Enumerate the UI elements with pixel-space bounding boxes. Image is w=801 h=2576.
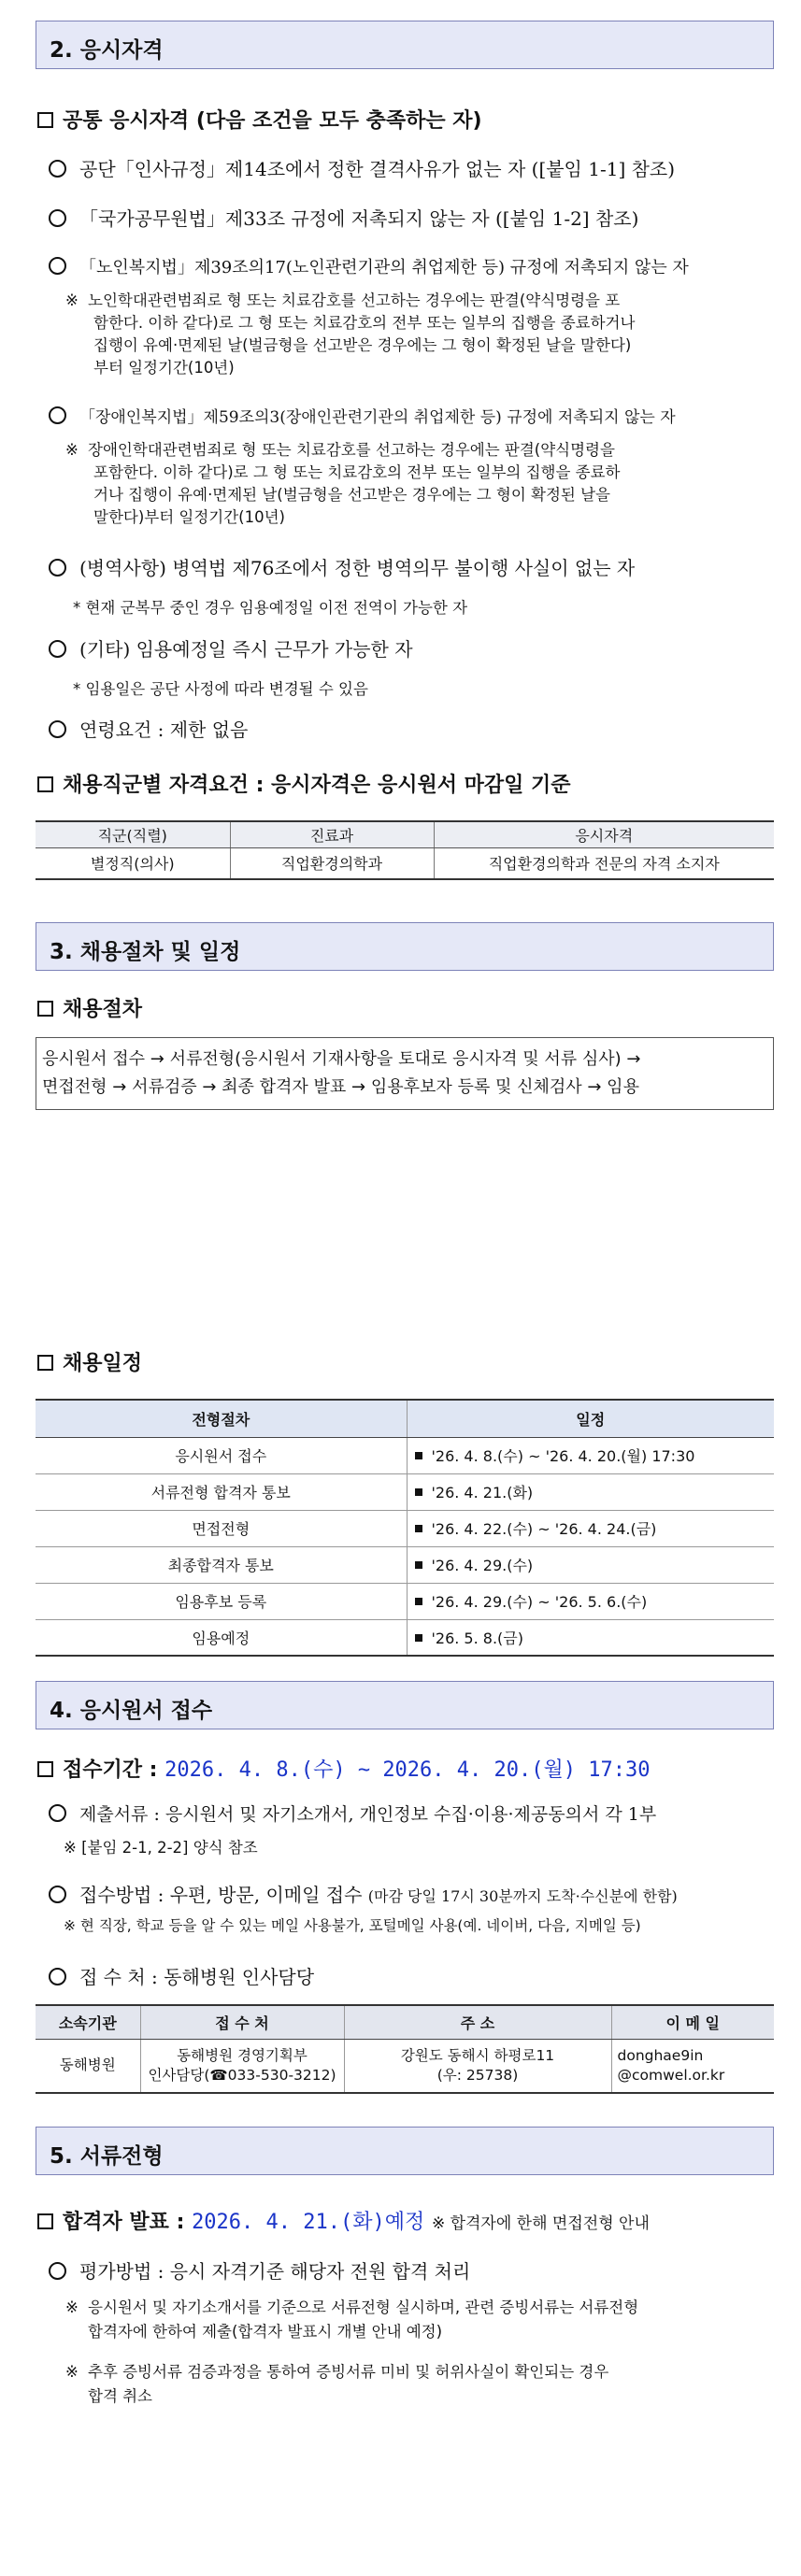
square-bullet-icon — [37, 776, 53, 792]
cell-stage: 면접전형 — [36, 1510, 407, 1546]
schedule-heading — [37, 1347, 142, 1376]
square-bullet-icon — [415, 1634, 422, 1642]
header-qualification: 응시자격 — [434, 821, 774, 847]
table-row — [36, 1510, 774, 1546]
qualification-item-7 — [49, 715, 248, 742]
pass-announcement-label: 합격자 발표 : — [63, 2211, 185, 2234]
document-note-2 — [65, 2361, 608, 2383]
schedule-table — [36, 1399, 774, 1657]
qualification-item-7-text: 연령요건 : 제한 없음 — [79, 719, 249, 741]
qualification-item-3 — [49, 254, 689, 278]
table-header-row — [36, 1400, 774, 1437]
reference-mark-icon: ※ — [65, 2298, 79, 2316]
circle-bullet-icon — [49, 1968, 66, 1985]
circle-bullet-icon — [49, 559, 66, 576]
header-org: 소속기관 — [36, 2005, 140, 2039]
evaluation-method-text: 평가방법 : 응시 자격기준 해당자 전원 합격 처리 — [79, 2260, 471, 2283]
square-bullet-icon — [37, 2213, 53, 2229]
section-2-title: 2. 응시자격 — [50, 38, 164, 63]
circle-bullet-icon — [49, 720, 66, 738]
procedure-line-2: 면접전형 → 서류검증 → 최종 합격자 발표 → 임용후보자 등록 및 신체검사 → 임용 — [42, 1077, 639, 1097]
square-bullet-icon — [415, 1561, 422, 1569]
note-disabled-line-3: 거나 집행이 유예·면제된 날(벌금형을 선고받은 경우에는 그 형이 확정된 날을 — [93, 486, 610, 504]
square-bullet-icon — [415, 1488, 422, 1496]
cell-date-text: '26. 4. 21.(화) — [431, 1484, 534, 1501]
start-date-note: * 임용일은 공단 사정에 따라 변경될 수 있음 — [73, 680, 368, 698]
circle-bullet-icon — [49, 1804, 66, 1822]
document-note-2-line-2: 합격 취소 — [88, 2387, 153, 2405]
cell-stage: 응시원서 접수 — [36, 1437, 407, 1473]
note-elderly-line-1: 노인학대관련범죄로 형 또는 치료감호를 선고하는 경우에는 판결(약식명령을 포 — [88, 292, 621, 309]
place-line-1: 동해병원 경영기획부 — [177, 2046, 308, 2064]
cell-stage: 임용후보 등록 — [36, 1583, 407, 1619]
pass-announcement-note: ※ 합격자에 한해 면접전형 안내 — [431, 2214, 650, 2233]
common-qualification-title: 공통 응시자격 (다음 조건을 모두 충족하는 자) — [63, 109, 482, 133]
document-note-1 — [65, 2297, 638, 2318]
table-row — [36, 847, 774, 879]
document-note-1-line-1: 응시원서 및 자기소개서를 기준으로 서류전형 실시하며, 관련 증빙서류는 서류전형 — [88, 2298, 639, 2316]
cell-date-text: '26. 4. 22.(수) ~ '26. 4. 24.(금) — [431, 1520, 657, 1538]
procedure-heading — [37, 993, 142, 1022]
square-bullet-icon — [415, 1598, 422, 1605]
procedure-title: 채용절차 — [63, 998, 143, 1021]
job-qualification-heading — [37, 769, 571, 798]
table-row — [36, 1546, 774, 1583]
table-row — [36, 1473, 774, 1510]
cell-date-text: '26. 4. 29.(수) ~ '26. 5. 6.(수) — [431, 1593, 648, 1611]
email-line-1[interactable]: donghae9in — [617, 2046, 704, 2064]
cell-date — [407, 1546, 774, 1583]
pass-announcement-value: 2026. 4. 21.(화)예정 — [192, 2211, 425, 2234]
section-4-header — [36, 1681, 774, 1729]
header-department: 진료과 — [230, 821, 434, 847]
qualification-item-4-text: 「장애인복지법」제59조의3(장애인관련기관의 취업제한 등) 규정에 저촉되지 않는 자 — [79, 408, 676, 427]
note-elderly-line-2: 함한다. 이하 같다)로 그 형 또는 치료감호의 전부 또는 일부의 집행을 종료하거나 — [93, 314, 636, 332]
square-bullet-icon — [37, 1355, 53, 1371]
cell-date-text: '26. 4. 8.(수) ~ '26. 4. 20.(월) 17:30 — [431, 1447, 695, 1465]
table-row — [36, 2039, 774, 2093]
reception-method-text: 접수방법 : 우편, 방문, 이메일 접수 — [79, 1884, 363, 1906]
reception-period-label: 접수기간 : — [63, 1758, 158, 1782]
square-bullet-icon — [37, 1001, 53, 1017]
circle-bullet-icon — [49, 209, 66, 227]
common-qualification-heading — [37, 105, 482, 134]
header-email: 이 메 일 — [611, 2005, 774, 2039]
circle-bullet-icon — [49, 640, 66, 658]
reception-table — [36, 2004, 774, 2094]
section-3-header — [36, 922, 774, 971]
cell-date — [407, 1437, 774, 1473]
evaluation-method — [49, 2256, 470, 2284]
section-2-header — [36, 21, 774, 69]
cell-date — [407, 1473, 774, 1510]
square-bullet-icon — [37, 112, 53, 128]
address-line-1: 강원도 동해시 하평로11 — [400, 2046, 555, 2064]
email-line-2[interactable]: @comwel.or.kr — [617, 2066, 725, 2084]
circle-bullet-icon — [49, 1886, 66, 1903]
procedure-box — [36, 1037, 774, 1110]
cell-date — [407, 1510, 774, 1546]
qualification-item-2-text: 「국가공무원법」제33조 규정에 저촉되지 않는 자 ([붙임 1-2] 참조) — [79, 207, 639, 230]
note-disabled-line-4: 말한다)부터 일정기간(10년) — [93, 508, 285, 526]
submission-docs — [49, 1800, 656, 1826]
reception-method-detail: (마감 당일 17시 30분까지 도착·수신분에 한함) — [367, 1887, 678, 1905]
square-bullet-icon — [415, 1525, 422, 1532]
note-disabled-line-2: 포함한다. 이하 같다)로 그 형 또는 치료감호의 전부 또는 일부의 집행을 종료하 — [93, 463, 621, 481]
note-elderly-line-3: 집행이 유예·면제된 날(벌금형을 선고받은 경우에는 그 형이 확정된 날을 말한다) — [93, 336, 632, 354]
reception-period — [37, 1754, 650, 1783]
submission-docs-text: 제출서류 : 응시원서 및 자기소개서, 개인정보 수집·이용·제공동의서 각 1부 — [79, 1804, 657, 1825]
qualification-item-3-text: 「노인복지법」제39조의17(노인관련기관의 취업제한 등) 규정에 저촉되지 않는 자 — [79, 258, 689, 278]
cell-date-text: '26. 5. 8.(금) — [431, 1629, 523, 1647]
cell-place — [140, 2039, 344, 2093]
header-schedule: 일정 — [407, 1400, 774, 1437]
schedule-title: 채용일정 — [63, 1352, 143, 1375]
job-qualification-title: 채용직군별 자격요건 : 응시자격은 응시원서 마감일 기준 — [63, 774, 571, 797]
reception-method — [49, 1880, 678, 1907]
qualification-item-5-text: (병역사항) 병역법 제76조에서 정한 병역의무 불이행 사실이 없는 자 — [79, 557, 636, 579]
section-3-title: 3. 채용절차 및 일정 — [50, 940, 241, 964]
qualification-item-6-text: (기타) 임용예정일 즉시 근무가 가능한 자 — [79, 638, 413, 661]
section-5-title: 5. 서류전형 — [50, 2144, 164, 2169]
circle-bullet-icon — [49, 406, 66, 424]
document-note-1-line-2: 합격자에 한하여 제출(합격자 발표시 개별 안내 예정) — [88, 2323, 443, 2341]
procedure-line-1: 응시원서 접수 → 서류전형(응시원서 기재사항을 토대로 응시자격 및 서류 심사) → — [42, 1049, 641, 1069]
reference-mark-icon: ※ — [65, 292, 79, 309]
reception-period-value: 2026. 4. 8.(수) ~ 2026. 4. 20.(월) 17:30 — [164, 1758, 651, 1782]
docs-note: ※ [붙임 2-1, 2-2] 양식 참조 — [64, 1839, 258, 1857]
cell-stage: 최종합격자 통보 — [36, 1546, 407, 1583]
table-header-row — [36, 821, 774, 847]
circle-bullet-icon — [49, 160, 66, 178]
document-note-2-line-1: 추후 증빙서류 검증과정을 통하여 증빙서류 미비 및 허위사실이 확인되는 경우 — [88, 2363, 609, 2381]
note-disabled-line-1: 장애인학대관련범죄로 형 또는 치료감호를 선고하는 경우에는 판결(약식명령을 — [88, 441, 615, 459]
pass-announcement — [37, 2206, 650, 2235]
place-line-2: 인사담당(☎033-530-3212) — [148, 2066, 336, 2084]
header-job-group: 직군(직렬) — [36, 821, 230, 847]
qualification-item-5 — [49, 553, 635, 580]
square-bullet-icon — [37, 1761, 53, 1777]
header-place: 접 수 처 — [140, 2005, 344, 2039]
qualification-item-1-text: 공단「인사규정」제14조에서 정한 결격사유가 없는 자 ([붙임 1-1] 참조) — [79, 158, 676, 180]
qualification-item-6 — [49, 634, 413, 662]
military-note: * 현재 군복무 중인 경우 임용예정일 이전 전역이 가능한 자 — [73, 599, 468, 617]
reference-mark-icon: ※ — [65, 2363, 79, 2381]
note-disabled-1 — [65, 439, 615, 461]
reception-place-text: 접 수 처 : 동해병원 인사담당 — [79, 1966, 315, 1988]
cell-date — [407, 1619, 774, 1656]
cell-address — [344, 2039, 611, 2093]
method-note: ※ 현 직장, 학교 등을 알 수 있는 메일 사용불가, 포털메일 사용(예. 네이버, 다음, 지메일 등) — [64, 1917, 641, 1934]
section-4-title: 4. 응시원서 접수 — [50, 1699, 213, 1723]
table-header-row — [36, 2005, 774, 2039]
cell-date-text: '26. 4. 29.(수) — [431, 1557, 534, 1574]
cell-org: 동해병원 — [59, 2057, 116, 2074]
cell-qualification: 직업환경의학과 전문의 자격 소지자 — [434, 847, 774, 879]
section-5-header — [36, 2127, 774, 2175]
reception-place — [49, 1962, 314, 1989]
header-address: 주 소 — [344, 2005, 611, 2039]
table-row — [36, 1619, 774, 1656]
address-line-2: (우: 25738) — [436, 2066, 519, 2084]
circle-bullet-icon — [49, 2262, 66, 2280]
cell-stage: 임용예정 — [36, 1619, 407, 1656]
cell-email[interactable] — [611, 2039, 774, 2093]
qualification-item-1 — [49, 154, 675, 181]
note-elderly-1 — [65, 290, 620, 311]
note-elderly-line-4: 부터 일정기간(10년) — [93, 359, 235, 377]
cell-department: 직업환경의학과 — [230, 847, 434, 879]
qualification-table — [36, 820, 774, 880]
circle-bullet-icon — [49, 257, 66, 275]
cell-job-group: 별정직(의사) — [90, 855, 175, 874]
cell-stage: 서류전형 합격자 통보 — [36, 1473, 407, 1510]
qualification-item-4 — [49, 404, 676, 427]
reference-mark-icon: ※ — [65, 441, 79, 459]
square-bullet-icon — [415, 1452, 422, 1459]
cell-date — [407, 1583, 774, 1619]
qualification-item-2 — [49, 204, 638, 231]
table-row — [36, 1583, 774, 1619]
table-row — [36, 1437, 774, 1473]
header-stage: 전형절차 — [36, 1400, 407, 1437]
